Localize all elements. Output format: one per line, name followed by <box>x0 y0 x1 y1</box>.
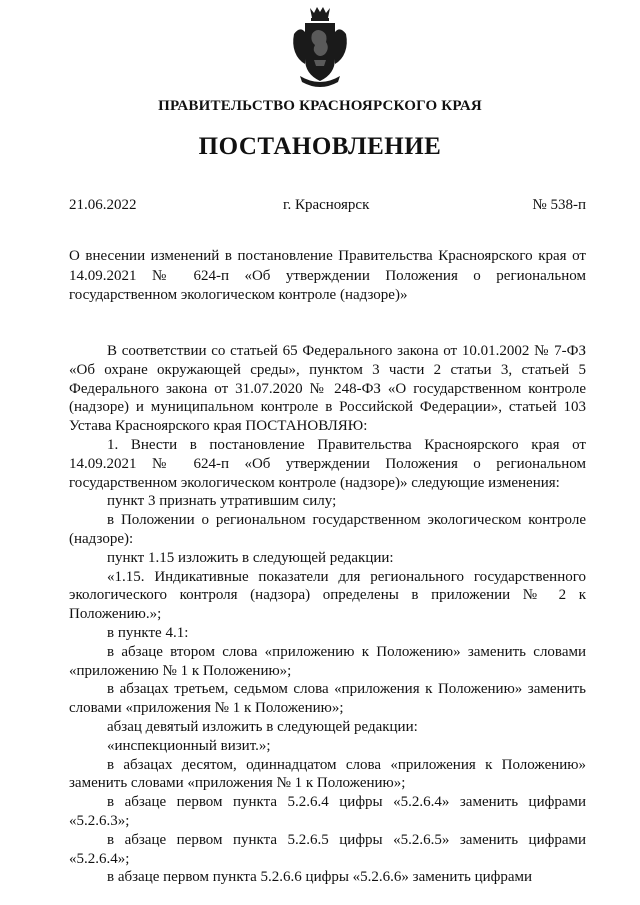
body-paragraph: в абзаце первом пункта 5.2.6.5 цифры «5.2.6.5» заменить цифрами «5.2.6.4»; <box>69 831 586 867</box>
organization-name: ПРАВИТЕЛЬСТВО КРАСНОЯРСКОГО КРАЯ <box>158 98 482 114</box>
body-paragraph: в абзацах десятом, одиннадцатом слова «приложения к Положению» заменить словами «приложения № 1 к Положению»; <box>69 756 586 792</box>
body-paragraph: 1. Внести в постановление Правительства Красноярского края от 14.09.2021 № 624-п «Об утверждении Положения о региональном государственном экологическом контроле (надзоре)» следующие изменения: <box>69 436 586 491</box>
document-city: г. Красноярск <box>283 197 370 213</box>
body-paragraph: в Положении о региональном государственном экологическом контроле (надзоре): <box>69 512 586 547</box>
body-paragraph: в абзаце первом пункта 5.2.6.6 цифры «5.2.6.6» заменить цифрами <box>107 869 533 886</box>
document-subject: О внесении изменений в постановление Правительства Красноярского края от 14.09.2021 № 624-п «Об утверждении Положения о региональном государственном экологическом контроле (надзоре)» <box>69 248 586 303</box>
body-paragraph: пункт 1.15 изложить в следующей редакции: <box>107 549 394 566</box>
document-body <box>69 342 586 887</box>
document-number: № 538-п <box>532 197 586 213</box>
body-paragraph: в абзаце первом пункта 5.2.6.4 цифры «5.2.6.4» заменить цифрами «5.2.6.3»; <box>69 794 586 829</box>
body-paragraph: в абзаце втором слова «приложению к Положению» заменить словами «приложению № 1 к Положению»; <box>69 643 586 679</box>
body-paragraph: в пункте 4.1: <box>107 624 189 641</box>
body-paragraph: в абзацах третьем, седьмом слова «приложения к Положению» заменить словами «приложения № 1 к Положению»; <box>69 681 586 717</box>
body-paragraph: абзац девятый изложить в следующей редакции: <box>107 718 418 735</box>
body-paragraph: «1.15. Индикативные показатели для регионального государственного экологического контроля (надзора) определены в приложении № 2 к Положению.»; <box>69 568 586 623</box>
document-date: 21.06.2022 <box>69 197 137 213</box>
coat-of-arms-icon <box>290 4 350 88</box>
body-paragraph: «инспекционный визит.»; <box>107 737 271 754</box>
body-paragraph: В соответствии со статьей 65 Федерального закона от 10.01.2002 № 7-ФЗ «Об охране окружающей среды», пунктом 3 части 2 статьи 3, статьей 5 Федерального закона от 31.07.2020 № 248-ФЗ «О государственном контроле (надзоре) и муниципальном контроле в Российской Федерации», статьей 103 Устава Красноярского края ПОСТАНОВЛЯЮ: <box>69 343 586 435</box>
body-paragraph: пункт 3 признать утратившим силу; <box>107 493 337 510</box>
document-type-title: ПОСТАНОВЛЕНИЕ <box>198 133 442 160</box>
